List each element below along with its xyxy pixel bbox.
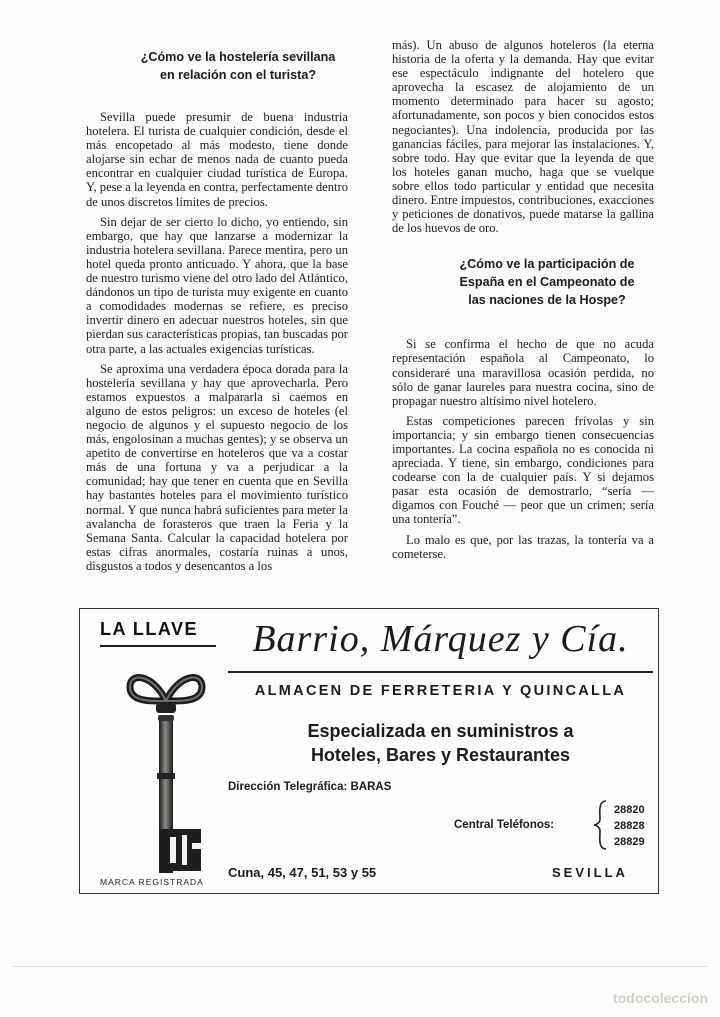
page-bottom-divider [12, 966, 708, 967]
street-address: Cuna, 45, 47, 51, 53 y 55 [228, 865, 377, 880]
article-paragraph: Se aproxima una verdadera época dorada para la hostelería sevillana y hay que aprovecharla. Pero estamos expuestos a malpararla si caemos en alguno de estos peligros: un exceso de hoteles (el negocio de algunos y el supuesto negocio de los más, engolosinan a muchas gentes); y se observa un apetito de convertirse en hoteleros que va a costar más de una fortuna y va a perjudicar a la comunidad; hay que tener en cuenta que en Sevilla hay bastantes hoteles para el movimiento turístico normal. Y que nunca habrá suficientes para meter la avalancha de forasteros que traen la Feria y la Semana Santa. Calcular la capacidad hotelera por estas cifras anormales, costaría ruinas a unos, disgustos a todos y desencantos a los [86, 361, 348, 573]
phone-number: 28829 [614, 836, 645, 848]
heading-line: las naciones de la Hospe? [468, 293, 626, 308]
key-icon [126, 657, 206, 877]
heading-line: España en el Campeonato de [459, 275, 635, 290]
specialty-line: Hoteles, Bares y Restaurantes [310, 745, 571, 765]
specialty-text [228, 719, 653, 767]
advertisement-box [79, 608, 659, 894]
firm-divider [228, 671, 653, 673]
article-continuation: más). Un abuso de algunos hoteleros (la eterna historia de la oferta y la demanda. Hay que evitar ese espectáculo indignante del hotelero que aprovecha la escasez de alojamiento de un momento determinado para hacer su agosto; afortunadamente, son pocos y bien conocidos estos negociantes). Una indolencia, producida por las ganancias fáciles, para mejorar las instalaciones. Y, sobre todo. Hay que evitar que la leyenda de que los hoteles ganan mucho, haga que se vuelque sobre ellos todo particular y entidad que necesita dinero. Entre impuestos, contribuciones, exacciones y peticiones de donativos, puede matarse la gallina de los huevos de oro. [392, 38, 654, 236]
heading-line: ¿Cómo ve la hostelería sevillana [140, 50, 336, 64]
phone-numbers [614, 802, 645, 850]
article-right-column [392, 38, 654, 567]
city-name: SEVILLA [552, 865, 628, 880]
section-heading-hosteleria [86, 48, 348, 84]
trademark-label: MARCA REGISTRADA [100, 877, 204, 887]
article-paragraph: Estas competiciones parecen frívolas y sin importancia; y sin embargo tienen consecuencias importantes. La cocina española no es conocida ni apreciada. Y tiene, sin embargo, condiciones para codearse con la de cualquier país. Y si dejamos pasar esta ocasión de demostrarlo, “sería — digamos con Fouché — peor que un crimen; sería una tontería”. [392, 413, 654, 527]
firm-name: Barrio, Márquez y Cía. [252, 618, 629, 660]
brace-icon [592, 799, 612, 851]
heading-line: en relación con el turista? [159, 68, 317, 82]
telegraph-address: Dirección Telegráfica: BARAS [228, 781, 392, 793]
article-paragraph: Sin dejar de ser cierto lo dicho, yo entiendo, sin embargo, que hay que lanzarse a modernizar la industria hotelera sevillana. Parece mentira, pero un hotel queda pronto anticuado. Y ahora, que la base de nuestro turismo viene del otro lado del Atlántico, dándonos un tipo de turista muy exigente en cuanto a comodidades modernas se refiere, es preciso invertir dinero en adecuar nuestros hoteles, sin que pierdan sus características propias, tan buscadas por otra parte, a las actuales exigencias turísticas. [86, 214, 348, 356]
watermark: todocoleccion [613, 990, 708, 1006]
article-paragraph: Si se confirma el hecho de que no acuda representación española al Campeonato, lo consideraré una maravillosa ocasión perdida, no sólo de ganar laureles para nuestra cocina, sino de propagar nuestro altísimo nivel hotelero. [392, 337, 654, 408]
brand-underline [100, 645, 216, 647]
phone-number: 28828 [614, 820, 645, 832]
article-paragraph: Sevilla puede presumir de buena industria hotelera. El turista de cualquier condición, desde el más encopetado al más modesto, tiene donde alojarse sin echar de menos nada de cuanto pueda encontrar en cualquier ciudad turística de Europa. Y, pese a la leyenda en contra, perfectamente dentro de unos discretos límites de precios. [86, 110, 349, 209]
article-left-column [86, 38, 348, 579]
business-type: ALMACEN DE FERRETERIA Y QUINCALLA [254, 683, 627, 699]
section-heading-campeonato [392, 255, 654, 309]
phone-number: 28820 [614, 804, 645, 816]
heading-line: ¿Cómo ve la participación de [459, 257, 635, 272]
article-paragraph: Lo malo es que, por las trazas, la tontería va a cometerse. [392, 532, 654, 561]
specialty-line: Especializada en suministros a [307, 721, 574, 741]
brand-name: LA LLAVE [100, 619, 198, 639]
phones-label: Central Teléfonos: [454, 819, 555, 831]
